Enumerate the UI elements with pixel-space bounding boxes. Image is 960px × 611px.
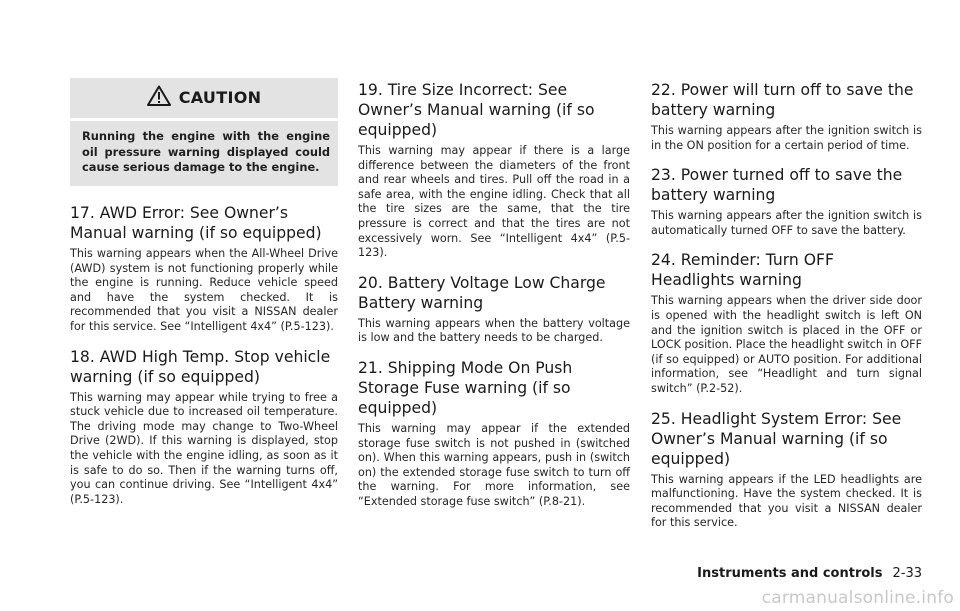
section-19 [358, 80, 630, 261]
section-21 [358, 358, 630, 510]
section-23-body: This warning appears after the ignition switch is automatically turned OFF to save the battery. [651, 209, 922, 237]
section-17 [70, 203, 338, 335]
section-17-heading: 17. AWD Error: See Owner’s Manual warning (if so equipped) [70, 204, 322, 242]
section-18 [70, 347, 338, 508]
section-25-body: This warning appears if the LED headlights are malfunctioning. Have the system checked. It is recommended that you visit a NISSAN dealer for this service. [651, 472, 922, 530]
caution-text: Running the engine with the engine oil pressure warning displayed could cause serious damage to the engine. [82, 129, 330, 174]
section-20-heading: 20. Battery Voltage Low Charge Battery warning [358, 273, 606, 312]
section-25-heading: 25. Headlight System Error: See Owner’s Manual warning (if so equipped) [651, 409, 902, 468]
watermark: carmanualsonline.info [761, 588, 954, 608]
page-number: 2-33 [892, 566, 922, 581]
caution-header [70, 78, 338, 116]
section-18-heading: 18. AWD High Temp. Stop vehicle warning (if so equipped) [70, 347, 331, 386]
section-20-body: This warning appears when the battery voltage is low and the battery needs to be charged. [358, 316, 630, 345]
section-24-heading: 24. Reminder: Turn OFF Headlights warning [651, 251, 834, 290]
right-column [651, 80, 922, 543]
section-24 [651, 250, 922, 396]
section-18-body: This warning may appear while trying to free a stuck vehicle due to increased oil temperature. The driving mode may change to Two-Wheel Drive (2WD). If this warning is displayed, stop the vehicle with the engine idling, as soon as it is safe to do so. Then if the warning turns off, you can continue driving. See “Intelligent 4x4” (P.5-123). [70, 390, 338, 506]
section-22 [651, 80, 922, 153]
caution-title: CAUTION [178, 87, 262, 107]
section-20 [358, 273, 630, 346]
section-23-heading: 23. Power turned off to save the battery warning [651, 166, 903, 205]
section-22-heading: 22. Power will turn off to save the battery warning [651, 81, 914, 119]
section-25 [651, 409, 922, 531]
section-21-body: This warning may appear if the extended storage fuse switch is not pushed in (switched on). When this warning appears, push in (switch on) the extended storage fuse switch to turn off the warning. For more information, see “Extended storage fuse switch” (P.8-21). [358, 421, 630, 508]
section-23 [651, 165, 922, 238]
left-column [70, 78, 338, 519]
page-footer [0, 566, 922, 581]
footer-section-name: Instruments and controls [697, 566, 883, 581]
section-22-body: This warning appears after the ignition switch is in the ON position for a certain period of time. [651, 124, 922, 152]
section-24-body: This warning appears when the driver side door is opened with the headlight switch is left ON and the ignition switch is placed in the OFF or LOCK position. Place the headlight switch in OFF (if so equipped) or AUTO position. For additional information, see “Headlight and turn signal switch” (P.2-52). [651, 294, 922, 395]
section-21-heading: 21. Shipping Mode On Push Storage Fuse warning (if so equipped) [358, 358, 573, 417]
caution-divider [70, 118, 338, 121]
warning-triangle-icon [147, 85, 171, 110]
middle-column [358, 80, 630, 522]
section-19-heading: 19. Tire Size Incorrect: See Owner’s Manual warning (if so equipped) [358, 81, 595, 139]
section-19-body: This warning may appear if there is a large difference between the diameters of the front and rear wheels and tires. Pull off the road in a safe area, with the engine idling. Check that all the tire sizes are the same, that the tire pressure is correct and that the tires are not excessively worn. See “Intelligent 4x4” (P.5-123). [358, 144, 630, 260]
section-17-body: This warning appears when the All-Wheel Drive (AWD) system is not functioning properly while the engine is running. Reduce vehicle speed and have the system checked. It is recommended that you visit a NISSAN dealer for this service. See “Intelligent 4x4” (P.5-123). [70, 247, 338, 333]
caution-box [70, 78, 338, 186]
